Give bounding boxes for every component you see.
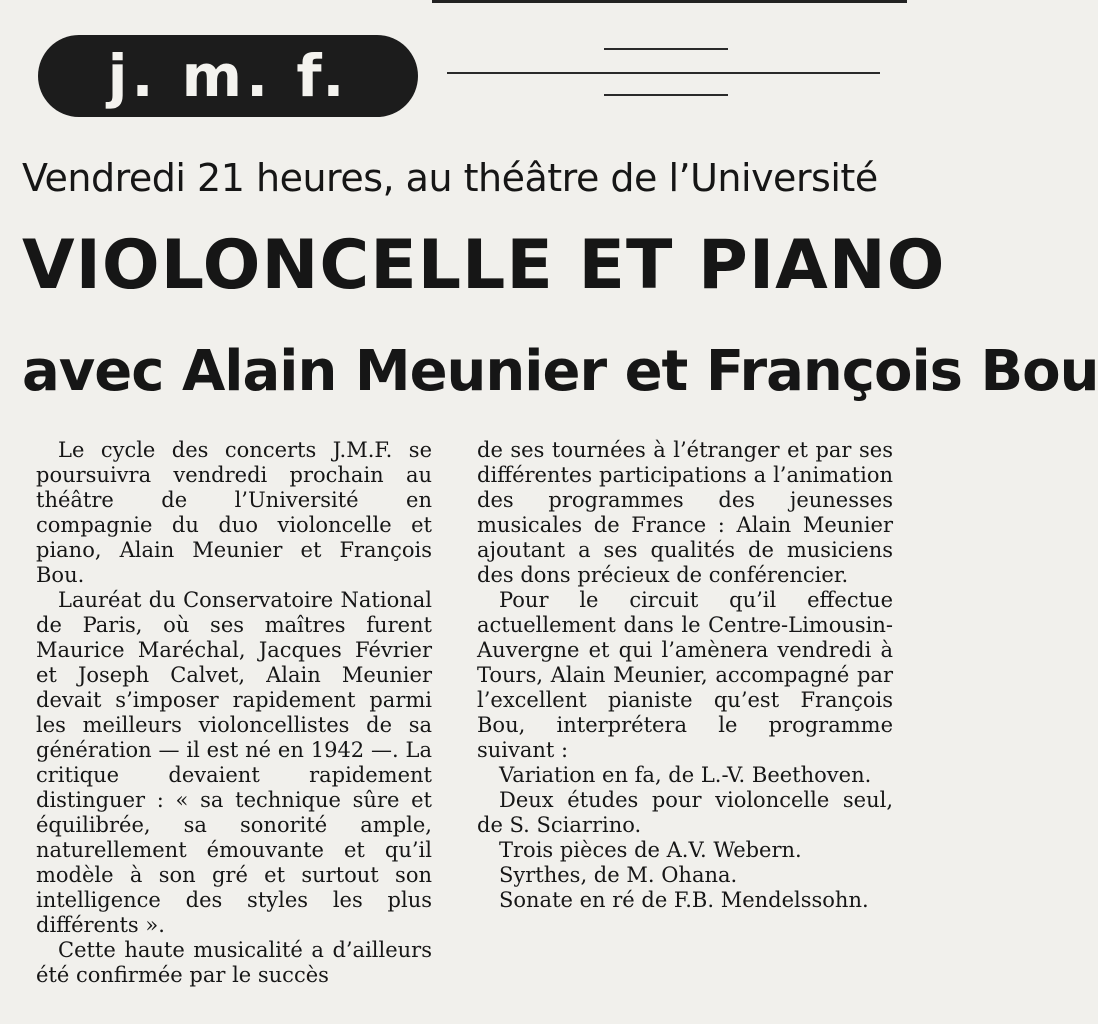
paragraph: Pour le circuit qu’il effectue actuellement dans le Centre-Limousin-Auvergne et qui l’amènera vendredi à Tours, Alain Meunier, accompagné par l’excellent pianiste qu’est François Bou, interprétera le programme suivant : (477, 588, 893, 762)
program-item: Variation en fa, de L.-V. Beethoven. (499, 763, 872, 787)
badge-text: j. m. f. (107, 42, 349, 110)
performers-heading: avec Alain Meunier et François Bou (22, 339, 1098, 404)
paragraph: Le cycle des concerts J.M.F. se poursuivra vendredi prochain au théâtre de l’Université en compagnie du duo violoncelle et piano, Alain Meunier et François Bou. (36, 438, 432, 587)
top-rule (432, 0, 907, 3)
decorative-rule (604, 48, 728, 50)
concert-title: VIOLONCELLE ET PIANO (22, 226, 946, 305)
event-time-heading: Vendredi 21 heures, au théâtre de l’Université (22, 156, 878, 200)
article-column-right (477, 438, 893, 913)
paragraph: Lauréat du Conservatoire National de Paris, où ses maîtres furent Maurice Maréchal, Jacques Février et Joseph Calvet, Alain Meunier devait s’imposer rapidement parmi les meilleurs violoncellistes de sa génération — il est né en 1942 —. La critique devaient rapidement distinguer : « sa technique sûre et équilibrée, sa sonorité ample, naturellement émouvante et qu’il modèle à son gré et surtout son intelligence des styles les plus différents ». (36, 588, 432, 937)
decorative-rule (447, 72, 880, 74)
article-column-left (36, 438, 432, 988)
program-item: Sonate en ré de F.B. Mendelssohn. (499, 888, 869, 912)
decorative-rule (604, 94, 728, 96)
paragraph: de ses tournées à l’étranger et par ses différentes participations a l’animation des programmes des jeunesses musicales de France : Alain Meunier ajoutant a ses qualités de musiciens des dons précieux de conférencier. (477, 438, 893, 587)
program-item: Trois pièces de A.V. Webern. (499, 838, 802, 862)
program-item: Deux études pour violoncelle seul, de S. Sciarrino. (477, 788, 893, 837)
jmf-badge (38, 35, 418, 117)
program-item: Syrthes, de M. Ohana. (499, 863, 738, 887)
paragraph: Cette haute musicalité a d’ailleurs été confirmée par le succès (36, 938, 432, 987)
